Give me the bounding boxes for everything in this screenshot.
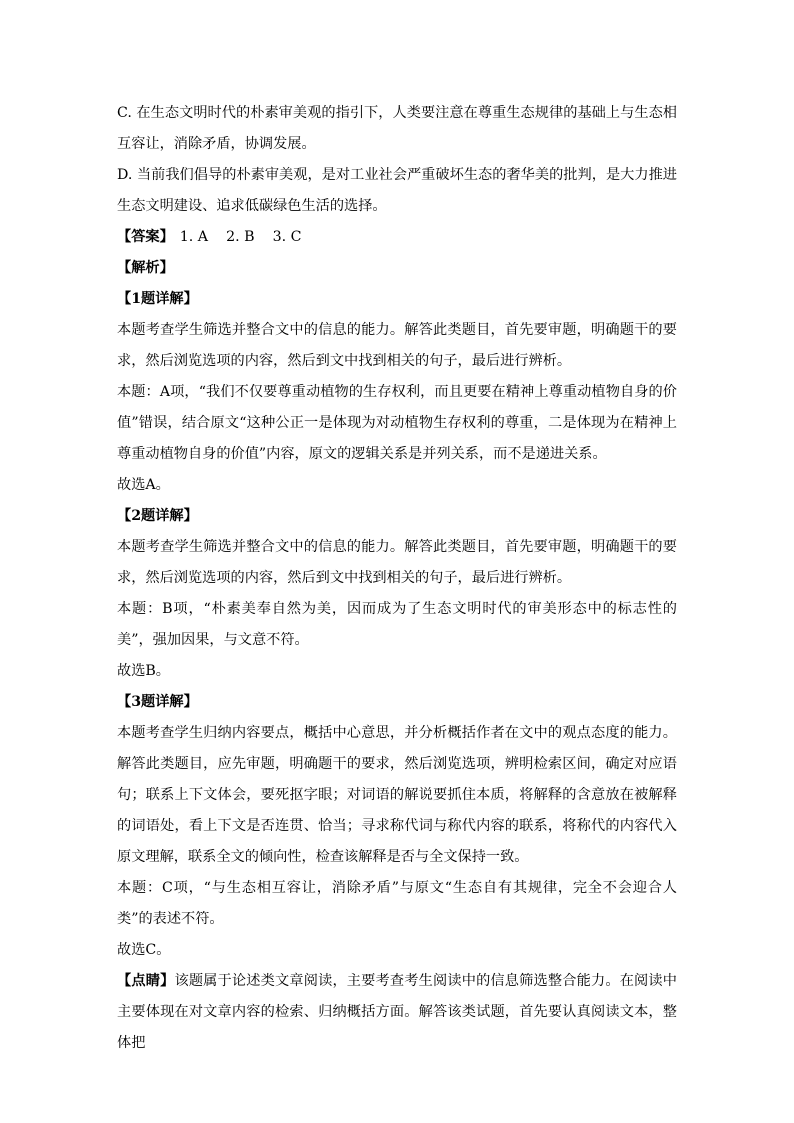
option-d-text: D. 当前我们倡导的朴素审美观，是对工业社会严重破坏生态的奢华美的批判，是大力推进生态文明建设、追求低碳绿色生活的选择。 <box>117 167 677 214</box>
q3-heading <box>117 687 677 718</box>
q3-choice-text: 故选C。 <box>117 942 171 958</box>
analysis-heading <box>117 253 677 284</box>
q2-intro-paragraph <box>117 532 677 594</box>
q1-intro-paragraph <box>117 315 677 377</box>
q1-choice-text: 故选A。 <box>117 477 170 493</box>
q1-body-paragraph <box>117 377 677 470</box>
answer-text: 1. A 2. B 3. C <box>179 229 302 245</box>
analysis-tag: 【解析】 <box>117 260 174 276</box>
q1-heading <box>117 284 677 315</box>
option-c-text: C. 在生态文明时代的朴素审美观的指引下，人类要注意在尊重生态规律的基础上与生态相互容让，消除矛盾，协调发展。 <box>117 105 677 152</box>
q2-intro-text: 本题考查学生筛选并整合文中的信息的能力。解答此类题目，首先要审题，明确题干的要求，然后浏览选项的内容，然后到文中找到相关的句子，最后进行辨析。 <box>117 539 677 586</box>
q1-tag: 【1题详解】 <box>117 291 198 307</box>
q3-intro-text: 本题考查学生归纳内容要点，概括中心意思，并分析概括作者在文中的观点态度的能力。解答此类题目，应先审题，明确题干的要求，然后浏览选项，辨明检索区间，确定对应语句；联系上下文体会，要死抠字眼；对词语的解说要抓住本质，将解释的含意放在被解释的词语处，看上下文是否连贯、恰当；寻求称代词与称代内容的联系，将称代的内容代入原文理解，联系全文的倾向性，检查该解释是否与全文保持一致。 <box>117 725 677 865</box>
q2-body-text: 本题：B项，“朴素美奉自然为美，因而成为了生态文明时代的审美形态中的标志性的美”，强加因果，与文意不符。 <box>117 601 677 648</box>
answer-tag: 【答案】 <box>117 229 174 245</box>
q2-heading <box>117 501 677 532</box>
document-content <box>117 98 677 1059</box>
q3-body-paragraph <box>117 873 677 935</box>
q3-choice-paragraph <box>117 935 677 966</box>
q3-intro-paragraph <box>117 718 677 873</box>
note-paragraph <box>117 966 677 1059</box>
q1-choice-paragraph <box>117 470 677 501</box>
answer-paragraph <box>117 222 677 253</box>
note-text: 该题属于论述类文章阅读，主要考查考生阅读中的信息筛选整合能力。在阅读中主要体现在对文章内容的检索、归纳概括方面。解答该类试题，首先要认真阅读文本，整体把 <box>117 973 677 1051</box>
q2-tag: 【2题详解】 <box>117 508 198 524</box>
q1-intro-text: 本题考查学生筛选并整合文中的信息的能力。解答此类题目，首先要审题，明确题干的要求，然后浏览选项的内容，然后到文中找到相关的句子，最后进行辨析。 <box>117 322 677 369</box>
note-tag: 【点睛】 <box>117 973 175 989</box>
q1-body-text: 本题：A项，“我们不仅要尊重动植物的生存权利，而且更要在精神上尊重动植物自身的价值”错误，结合原文“这种公正一是体现为对动植物生存权利的尊重，二是体现为在精神上尊重动植物自身的价值”内容，原文的逻辑关系是并列关系，而不是递进关系。 <box>117 384 677 462</box>
option-c-paragraph <box>117 98 677 160</box>
q2-choice-paragraph <box>117 656 677 687</box>
q2-choice-text: 故选B。 <box>117 663 170 679</box>
option-d-paragraph <box>117 160 677 222</box>
q3-tag: 【3题详解】 <box>117 694 198 710</box>
q3-body-text: 本题：C项，“与生态相互容让，消除矛盾”与原文“生态自有其规律，完全不会迎合人类”的表述不符。 <box>117 880 677 927</box>
q2-body-paragraph <box>117 594 677 656</box>
